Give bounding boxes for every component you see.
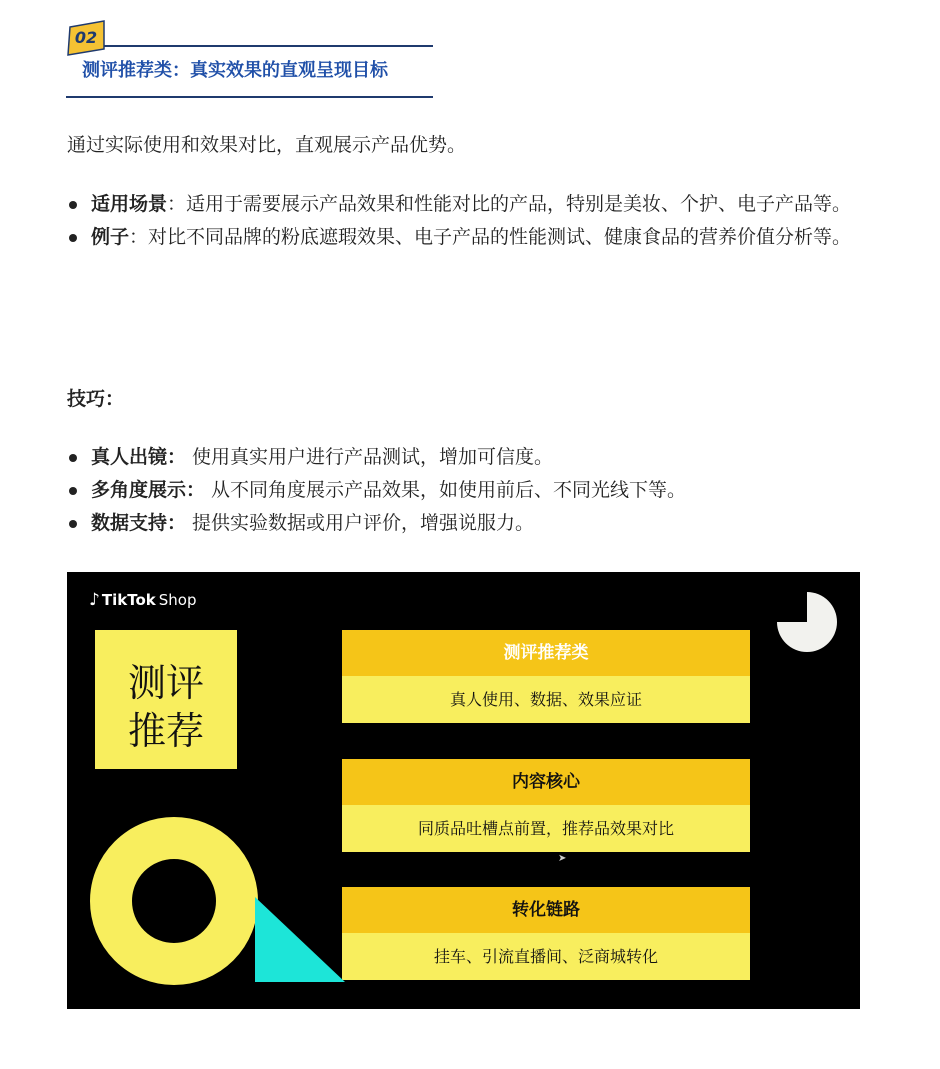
section-number: 02 [74,28,98,47]
card-heading: 测评推荐类 [342,630,750,676]
mouse-cursor-icon: ➤ [558,853,567,864]
list-item-label: 真人出镜： [91,446,187,468]
triangle-shape [255,897,345,982]
tips-list [67,441,867,540]
card-heading: 转化链路 [342,887,750,933]
card-body: 挂车、引流直播间、泛商城转化 [342,933,750,980]
list-item [67,221,867,254]
card-body: 真人使用、数据、效果应证 [342,676,750,723]
list-item [67,507,867,540]
tiktok-shop-logo [89,590,196,610]
slide-image [67,572,860,1009]
list-item-text: 从不同角度展示产品效果，如使用前后、不同光线下等。 [205,479,687,501]
logo-shop: Shop [158,591,197,609]
list-item-text: ：适用于需要展示产品效果和性能对比的产品，特别是美妆、个护、电子产品等。 [167,193,852,215]
slide-title-line-1: 测评 [127,661,204,705]
list-item-label: 适用场景 [91,193,168,215]
list-item-text: ：对比不同品牌的粉底遮瑕效果、电子产品的性能测试、健康食品的营养价值分析等。 [129,226,852,248]
section-number-badge [66,19,106,57]
details-list [67,188,867,254]
logo-brand: TikTok [101,591,156,609]
slide-title-box [95,630,237,769]
section-title: 测评推荐类：真实效果的直观呈现目标 [82,60,388,81]
info-card [342,887,750,980]
list-item-label: 例子 [91,226,130,248]
info-card [342,759,750,852]
tiktok-note-icon: ♪ [89,590,100,610]
list-item [67,474,867,507]
tips-heading: 技巧： [67,388,125,410]
pie-shape-icon [775,590,839,654]
section-rule-top [104,45,433,47]
card-body: 同质品吐槽点前置，推荐品效果对比 [342,805,750,852]
list-item-label: 多角度展示： [91,479,206,501]
ring-shape [89,816,259,986]
intro-paragraph: 通过实际使用和效果对比，直观展示产品优势。 [67,134,467,156]
section-rule-bottom [66,96,433,98]
list-item-text: 使用真实用户进行产品测试，增加可信度。 [186,446,554,468]
list-item-text: 提供实验数据或用户评价，增强说服力。 [186,512,535,534]
info-card [342,630,750,723]
card-heading: 内容核心 [342,759,750,805]
list-item [67,188,867,221]
slide-title-line-2: 推荐 [127,709,204,753]
list-item-label: 数据支持： [91,512,187,534]
list-item [67,441,867,474]
